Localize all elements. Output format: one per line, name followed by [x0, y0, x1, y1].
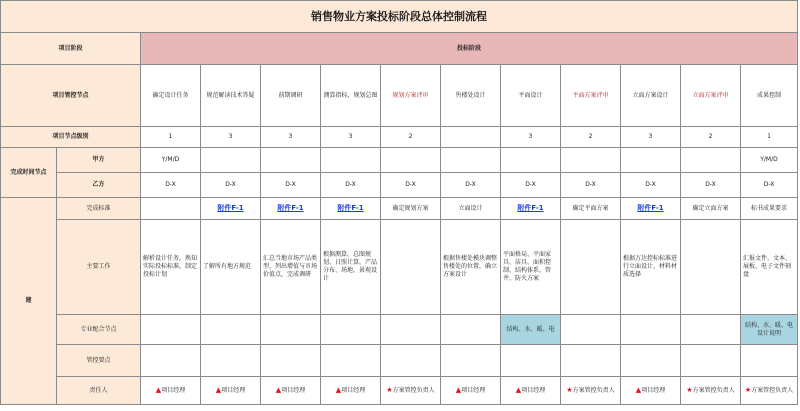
- triangle-icon: ▲: [215, 386, 222, 394]
- triangle-icon: ▲: [515, 386, 522, 394]
- page-title: 销售物业方案投标阶段总体控制流程: [1, 1, 798, 33]
- owner-cell: [561, 377, 621, 405]
- party-b-cell: D-X: [321, 173, 381, 198]
- party-b-cell: D-X: [261, 173, 321, 198]
- coop-cell: [441, 315, 501, 345]
- work-cell: 汇报文件、文本、展板、电子文件刻盘: [741, 220, 798, 315]
- owner-cell: [141, 377, 201, 405]
- work-cell: [561, 220, 621, 315]
- standard-cell: [201, 198, 261, 220]
- owner-text: 项目经理: [221, 387, 246, 394]
- triangle-icon: ▲: [455, 386, 462, 394]
- level-label: 项目节点级别: [1, 127, 141, 148]
- control-cell: [141, 345, 201, 377]
- star-icon: ★: [566, 386, 573, 394]
- coop-cell: [201, 315, 261, 345]
- level-cell: 3: [321, 127, 381, 148]
- control-cell: [501, 345, 561, 377]
- control-cell: [681, 345, 741, 377]
- party-b-cell: D-X: [141, 173, 201, 198]
- control-cell: [201, 345, 261, 377]
- party-b-cell: D-X: [381, 173, 441, 198]
- level-cell: 2: [681, 127, 741, 148]
- owner-text: 项目经理: [641, 387, 666, 394]
- control-cell: [381, 345, 441, 377]
- control-cell: [261, 345, 321, 377]
- control-cell: [561, 345, 621, 377]
- party-a-cell: [381, 148, 441, 173]
- party-a-cell: [501, 148, 561, 173]
- owner-cell: [381, 377, 441, 405]
- standard-cell: [561, 198, 621, 220]
- standard-text: 确定平面方案: [572, 204, 609, 212]
- side-label: 建: [1, 198, 57, 405]
- standard-cell: [381, 198, 441, 220]
- party-a-cell: [441, 148, 501, 173]
- party-a-cell: [321, 148, 381, 173]
- owner-text: 方案管控负责人: [751, 387, 794, 394]
- party-a-cell: Y/M/D: [741, 148, 798, 173]
- level-cell: 1: [141, 127, 201, 148]
- node-cell: 平面方案评审: [561, 65, 621, 127]
- control-cell: [741, 345, 798, 377]
- standard-text: 立面设计: [458, 204, 483, 212]
- owner-text: 项目经理: [341, 387, 366, 394]
- level-cell: 1: [741, 127, 798, 148]
- party-a-cell: Y/M/D: [141, 148, 201, 173]
- node-cell: 立面方案设计: [621, 65, 681, 127]
- coop-cell: [261, 315, 321, 345]
- level-cell: 3: [261, 127, 321, 148]
- party-a-cell: [261, 148, 321, 173]
- work-cell: 根据万达控标标准进行立面设计，材料材质选择: [621, 220, 681, 315]
- stage-value: 投标阶段: [141, 33, 798, 65]
- attachment-link[interactable]: 附件F-1: [517, 204, 544, 212]
- finish-time-label: 完成时间节点: [1, 148, 57, 198]
- owner-text: 方案管控负责人: [692, 387, 735, 394]
- coop-cell: [321, 315, 381, 345]
- attachment-link[interactable]: 附件F-1: [277, 204, 304, 212]
- standard-cell: [261, 198, 321, 220]
- party-a-cell: [621, 148, 681, 173]
- owner-cell: [741, 377, 798, 405]
- stage-label: 项目阶段: [1, 33, 141, 65]
- party-a-cell: [561, 148, 621, 173]
- attachment-link[interactable]: 附件F-1: [217, 204, 244, 212]
- owner-text: 项目经理: [281, 387, 306, 394]
- work-cell: 根据售楼处模块调整售楼处的位置，确立方案设计: [441, 220, 501, 315]
- owner-label: 责任人: [57, 377, 141, 405]
- standard-cell: [501, 198, 561, 220]
- nodes-label: 项目管控节点: [1, 65, 141, 127]
- party-b-cell: D-X: [441, 173, 501, 198]
- work-label: 主要工作: [57, 220, 141, 315]
- owner-text: 项目经理: [521, 387, 546, 394]
- coop-cell: [561, 315, 621, 345]
- node-cell: 测算指标，规划总图: [321, 65, 381, 127]
- owner-cell: [501, 377, 561, 405]
- standard-text: 确定立面方案: [692, 204, 729, 212]
- triangle-icon: ▲: [635, 386, 642, 394]
- standard-text: 标书成果要求: [751, 204, 788, 212]
- standard-cell: [441, 198, 501, 220]
- standard-cell: [621, 198, 681, 220]
- owner-text: 方案管控负责人: [392, 387, 435, 394]
- party-b-cell: D-X: [741, 173, 798, 198]
- standard-cell: [141, 198, 201, 220]
- owner-cell: [261, 377, 321, 405]
- party-b-cell: D-X: [201, 173, 261, 198]
- coop-cell: 结构、水、暖、电: [501, 315, 561, 345]
- party-b-cell: D-X: [681, 173, 741, 198]
- coop-cell: [141, 315, 201, 345]
- work-cell: 了解所有地方规范: [201, 220, 261, 315]
- control-cell: [441, 345, 501, 377]
- owner-cell: [441, 377, 501, 405]
- triangle-icon: ▲: [275, 386, 282, 394]
- work-cell: 解析设计任务，熟知实际投标标准，制定投标计划: [141, 220, 201, 315]
- attachment-link[interactable]: 附件F-1: [637, 204, 664, 212]
- standard-label: 完成标准: [57, 198, 141, 220]
- level-cell: 2: [561, 127, 621, 148]
- control-label: 管控要点: [57, 345, 141, 377]
- star-icon: ★: [744, 386, 752, 394]
- owner-cell: [681, 377, 741, 405]
- owner-text: 项目经理: [161, 387, 186, 394]
- work-cell: 根据测算，总图规划、日照计算，产品分布、场地、景观设计: [321, 220, 381, 315]
- party-b-cell: D-X: [501, 173, 561, 198]
- owner-cell: [621, 377, 681, 405]
- work-cell: [381, 220, 441, 315]
- party-a-cell: [681, 148, 741, 173]
- attachment-link[interactable]: 附件F-1: [337, 204, 364, 212]
- party-b-cell: D-X: [621, 173, 681, 198]
- control-cell: [621, 345, 681, 377]
- standard-cell: [681, 198, 741, 220]
- work-cell: [681, 220, 741, 315]
- coop-cell: [381, 315, 441, 345]
- level-cell: 3: [201, 127, 261, 148]
- level-cell: 3: [501, 127, 561, 148]
- coop-cell: [621, 315, 681, 345]
- control-cell: [321, 345, 381, 377]
- node-cell: 规范解读技术答疑: [201, 65, 261, 127]
- owner-cell: [201, 377, 261, 405]
- node-cell: 前期调研: [261, 65, 321, 127]
- standard-cell: [741, 198, 798, 220]
- star-icon: ★: [386, 386, 393, 394]
- level-cell: 2: [381, 127, 441, 148]
- triangle-icon: ▲: [335, 386, 342, 394]
- party-a-cell: [201, 148, 261, 173]
- level-cell: 3: [621, 127, 681, 148]
- standard-cell: [321, 198, 381, 220]
- owner-text: 项目经理: [461, 387, 486, 394]
- node-cell: 平面设计: [501, 65, 561, 127]
- coop-cell: 结构、水、暖、电设计说明: [741, 315, 798, 345]
- node-cell: 成果控制: [741, 65, 798, 127]
- node-cell: 售楼处设计: [441, 65, 501, 127]
- node-cell: 确定设计任务: [141, 65, 201, 127]
- owner-cell: [321, 377, 381, 405]
- node-cell: 规划方案评审: [381, 65, 441, 127]
- owner-text: 方案管控负责人: [572, 387, 615, 394]
- node-cell: 立面方案评审: [681, 65, 741, 127]
- party-b-label: 乙方: [57, 173, 141, 198]
- party-a-label: 甲方: [57, 148, 141, 173]
- coop-cell: [681, 315, 741, 345]
- level-cell: [441, 127, 501, 148]
- triangle-icon: ▲: [155, 386, 162, 394]
- work-cell: 汇总当地市场产品类型，列出增值与市场价值点，完成调研: [261, 220, 321, 315]
- coop-label: 专业配合节点: [57, 315, 141, 345]
- party-b-cell: D-X: [561, 173, 621, 198]
- star-icon: ★: [686, 386, 693, 394]
- work-cell: 平面格局、平面家具、洁具、面积控制、结构体系，管井、防火方案: [501, 220, 561, 315]
- standard-text: 确定规划方案: [392, 204, 429, 212]
